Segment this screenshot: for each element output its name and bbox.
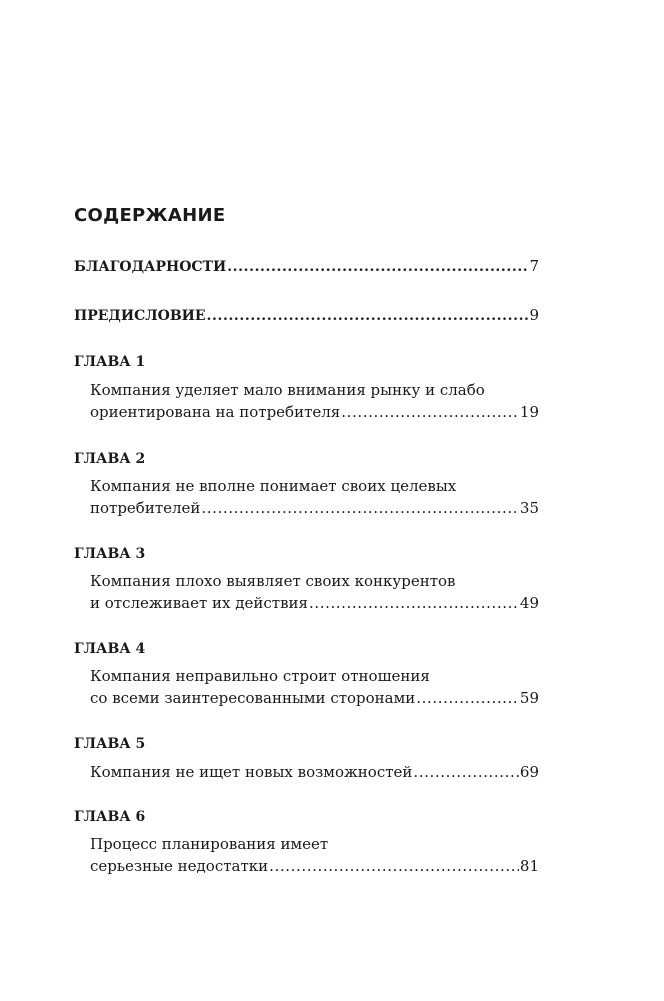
toc-entry-label: БЛАГОДАРНОСТИ [74, 259, 227, 275]
chapter-heading-2: ГЛАВА 2 [74, 451, 146, 467]
dot-leader [207, 306, 529, 326]
dot-leader [269, 856, 519, 876]
toc-entry-chapter-4 [90, 688, 539, 708]
toc-entry-chapter-5 [90, 762, 539, 782]
toc-entry-label: со всеми заинтересованными сторонами [90, 689, 416, 707]
toc-page-number: 81 [519, 857, 539, 875]
toc-entry-label: потребителей [90, 499, 201, 517]
chapter-title-line-1: Компания уделяет мало внимания рынку и слабо [90, 381, 485, 399]
dot-leader [309, 593, 519, 613]
chapter-heading-4: ГЛАВА 4 [74, 641, 146, 657]
toc-entry-acknowledgements [74, 256, 539, 277]
toc-page-number: 35 [519, 499, 539, 517]
toc-title: СОДЕРЖАНИЕ [74, 205, 226, 226]
chapter-heading-6: ГЛАВА 6 [74, 809, 146, 825]
chapter-title-line-1: Процесс планирования имеет [90, 835, 329, 853]
dot-leader [416, 688, 519, 708]
toc-entry-chapter-6 [90, 856, 539, 876]
toc-page-number: 69 [519, 763, 539, 781]
chapter-title-line-1: Компания не вполне понимает своих целевых [90, 477, 457, 495]
toc-page-number: 49 [519, 594, 539, 612]
toc-entry-label: серьезные недостатки [90, 857, 269, 875]
toc-page-number: 19 [519, 403, 539, 421]
chapter-heading-3: ГЛАВА 3 [74, 546, 146, 562]
chapter-heading-1: ГЛАВА 1 [74, 354, 146, 370]
chapter-heading-5: ГЛАВА 5 [74, 736, 146, 752]
dot-leader [341, 402, 519, 422]
toc-entry-label: и отслеживает их действия [90, 594, 308, 612]
toc-entry-chapter-3 [90, 593, 539, 613]
dot-leader [201, 498, 518, 518]
toc-entry-label: Компания не ищет новых возможностей [90, 763, 413, 781]
toc-page-number: 59 [519, 689, 539, 707]
dot-leader [227, 257, 528, 277]
toc-entry-chapter-2 [90, 498, 539, 518]
toc-page-number: 7 [529, 257, 539, 275]
toc-entry-chapter-1 [90, 402, 539, 422]
chapter-title-line-1: Компания плохо выявляет своих конкурентов [90, 572, 456, 590]
toc-entry-preface [74, 305, 539, 326]
toc-entry-label: ПРЕДИСЛОВИЕ [74, 308, 206, 324]
chapter-title-line-1: Компания неправильно строит отношения [90, 667, 430, 685]
toc-entry-label: ориентирована на потребителя [90, 403, 341, 421]
dot-leader [413, 762, 519, 782]
toc-page-number: 9 [529, 306, 539, 324]
